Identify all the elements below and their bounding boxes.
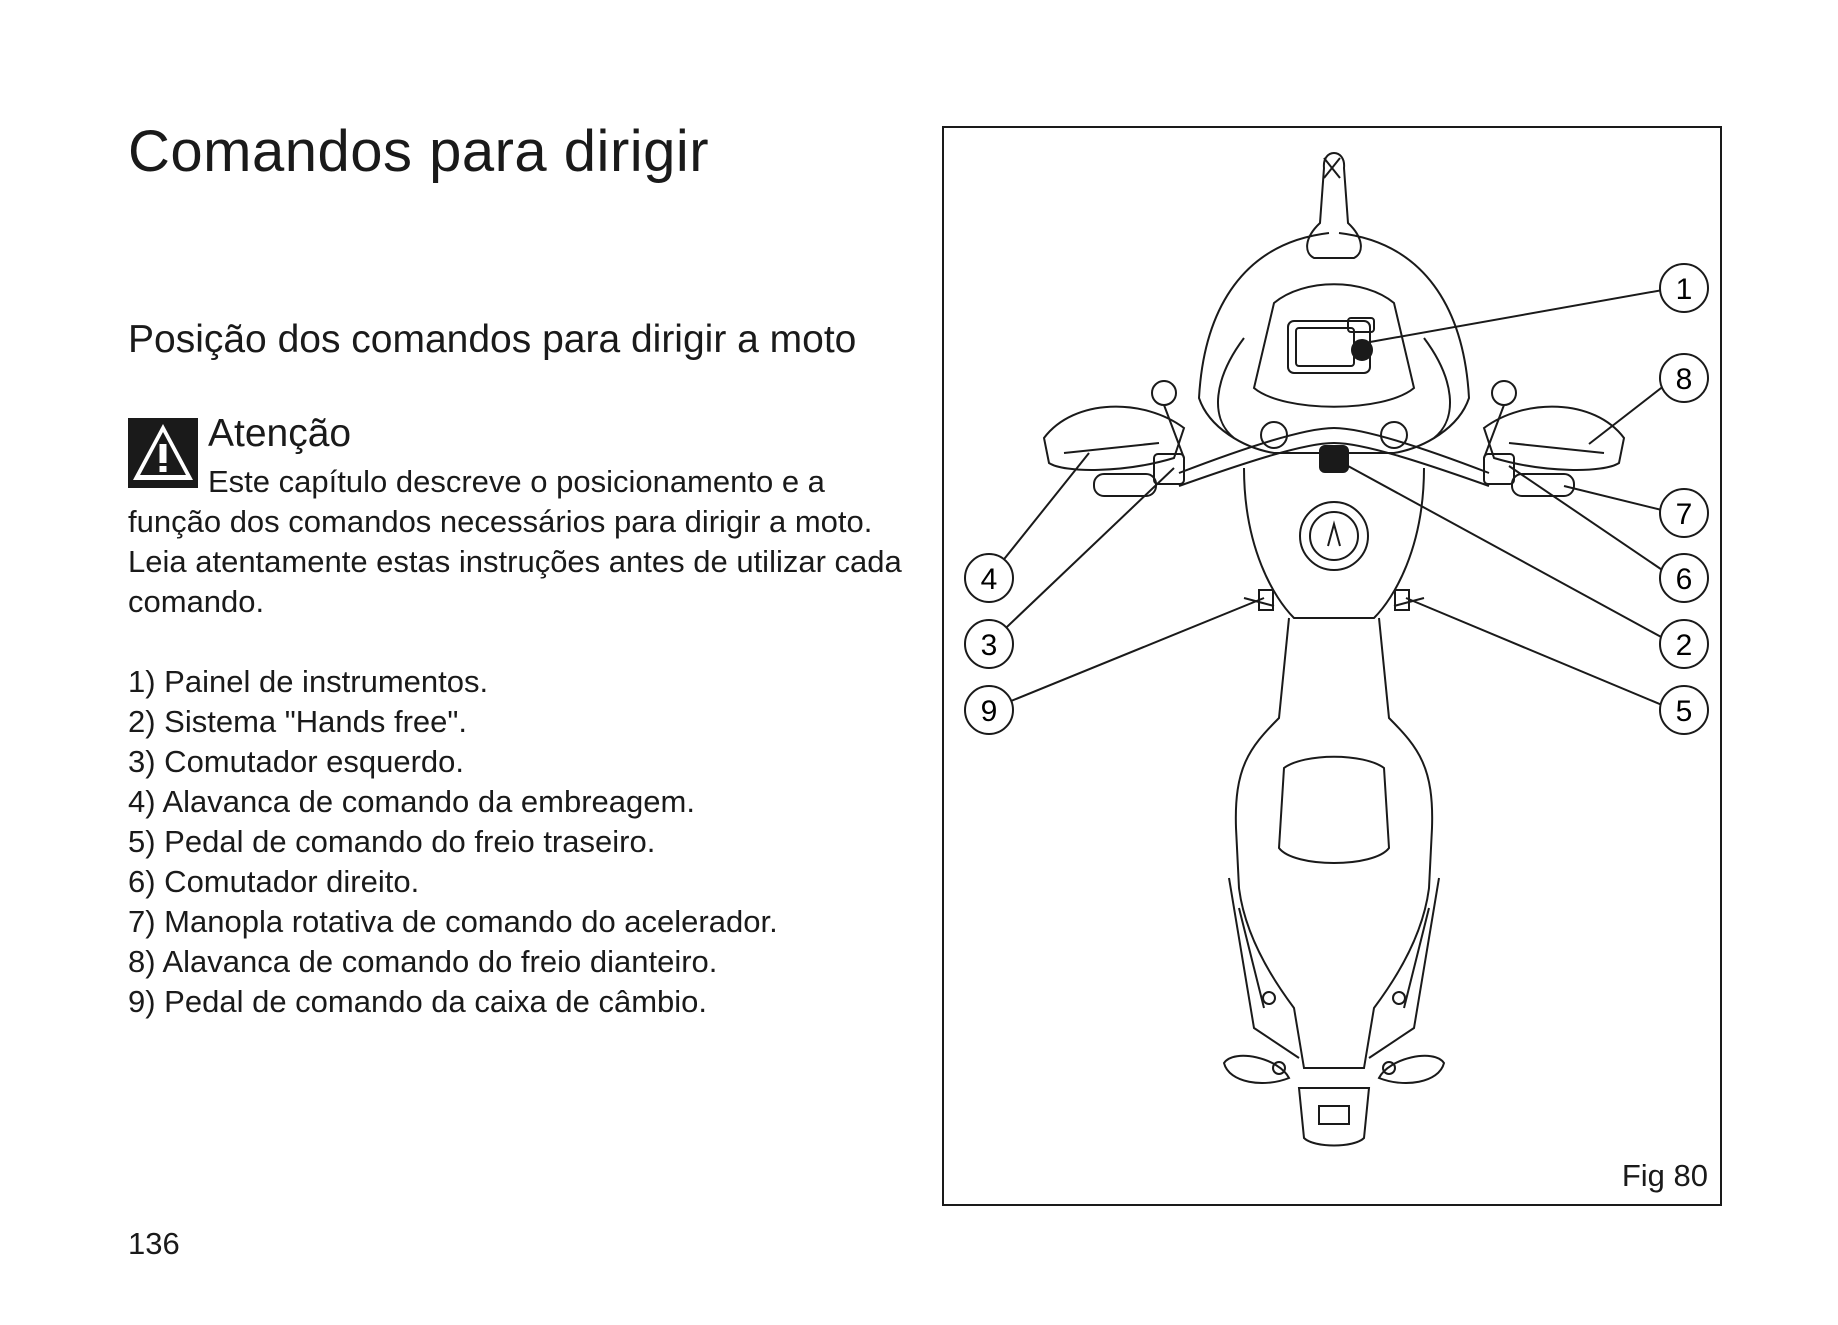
callout-1 — [1660, 264, 1708, 312]
svg-text:4: 4 — [980, 563, 998, 596]
svg-text:9: 9 — [980, 695, 998, 728]
svg-text:8: 8 — [1675, 363, 1693, 396]
legend-item: 9) Pedal de comando da caixa de câmbio. — [128, 984, 708, 1019]
callout-7 — [1660, 489, 1708, 537]
svg-text:5: 5 — [1675, 695, 1693, 728]
callout-6 — [1660, 554, 1708, 602]
svg-text:1: 1 — [1675, 273, 1693, 306]
page-title: Comandos para dirigir — [128, 119, 710, 184]
page-number: 136 — [128, 1226, 180, 1261]
section-subtitle: Posição dos comandos para dirigir a moto — [128, 318, 857, 361]
callout-8 — [1660, 354, 1708, 402]
callout-5 — [1660, 686, 1708, 734]
legend-item: 2) Sistema "Hands free". — [128, 704, 468, 739]
legend-item: 7) Manopla rotativa de comando do acelerador. — [128, 904, 778, 939]
callout-2 — [1660, 620, 1708, 668]
svg-text:7: 7 — [1675, 498, 1693, 531]
legend-item: 3) Comutador esquerdo. — [128, 744, 465, 779]
legend-item: 4) Alavanca de comando da embreagem. — [128, 784, 695, 819]
callout-4 — [965, 554, 1013, 602]
controls-legend — [128, 662, 778, 1022]
legend-item: 1) Painel de instrumentos. — [128, 664, 489, 699]
warning-text: Este capítulo descreve o posicionamento e a função dos comandos necessários para dirigir a moto. Leia atentamente estas instruções antes de utilizar cada comando. — [128, 464, 902, 619]
svg-text:6: 6 — [1675, 563, 1693, 596]
svg-text:2: 2 — [1675, 629, 1693, 662]
figure-caption: Fig 80 — [1621, 1158, 1708, 1193]
legend-item: 8) Alavanca de comando do freio dianteiro. — [128, 944, 718, 979]
warning-title: Atenção — [208, 412, 352, 455]
legend-item: 6) Comutador direito. — [128, 864, 420, 899]
callout-3 — [965, 620, 1013, 668]
callout-9 — [965, 686, 1013, 734]
motorcycle-controls-figure — [942, 126, 1722, 1206]
legend-item: 5) Pedal de comando do freio traseiro. — [128, 824, 656, 859]
callout-markers — [944, 128, 1724, 1208]
svg-text:3: 3 — [980, 629, 998, 662]
